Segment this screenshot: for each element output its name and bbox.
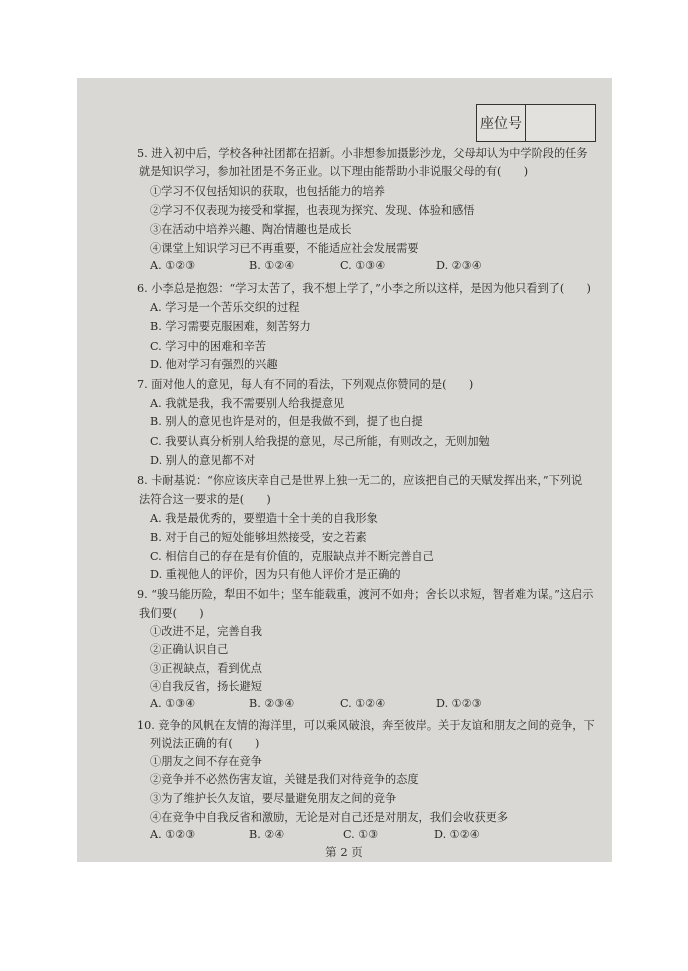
answer-statement: ④在竞争中自我反省和激励，无论是对自己还是对朋友，我们会收获更多 — [150, 811, 509, 824]
seat-number-label: 座位号 — [477, 105, 526, 141]
option-choice[interactable]: D. ②③④ — [436, 259, 482, 272]
answer-statement: ③为了维护长久友谊，要尽量避免朋友之间的竞争 — [150, 792, 397, 805]
option-choice[interactable]: B. ②④ — [249, 828, 285, 841]
option-choice[interactable]: C. ①③④ — [340, 259, 386, 272]
answer-statement: ②正确认识自己 — [150, 643, 229, 656]
seat-number-value[interactable] — [526, 105, 595, 141]
question-stem-line: 5. 进入初中后，学校各种社团都在招新。小非想参加摄影沙龙，父母却认为中学阶段的任务 — [137, 147, 588, 160]
option-choice[interactable]: B. ①②④ — [249, 259, 295, 272]
option-choice[interactable]: A. ①②③ — [150, 828, 196, 841]
page-number: 第 2 页 — [325, 845, 363, 859]
answer-statement: A. 学习是一个苦乐交织的过程 — [150, 301, 300, 314]
option-choice[interactable]: B. ②③④ — [249, 697, 295, 710]
answer-statement: B. 学习需要克服困难，刻苦努力 — [150, 320, 311, 333]
question-stem-line: 就是知识学习，参加社团是不务正业。以下理由能帮助小非说服父母的有( ) — [139, 165, 529, 178]
question-stem-line: 6. 小李总是抱怨：“学习太苦了，我不想上学了，”小李之所以这样，是因为他只看到了( ) — [137, 282, 591, 295]
question-stem-line: 列说法正确的有( ) — [150, 737, 260, 750]
question-stem-line: 我们要( ) — [139, 607, 204, 620]
answer-statement: ③在活动中培养兴趣、陶冶情趣也是成长 — [150, 223, 352, 236]
answer-statement: C. 相信自己的存在是有价值的，克服缺点并不断完善自己 — [150, 550, 434, 563]
answer-statement: A. 我就是我，我不需要别人给我提意见 — [150, 397, 345, 410]
option-choice[interactable]: D. ①②④ — [434, 828, 480, 841]
answer-statement: C. 学习中的困难和辛苦 — [150, 340, 266, 353]
answer-statement: ②竞争并不必然伤害友谊，关键是我们对待竞争的态度 — [150, 773, 419, 786]
question-stem-line: 法符合这一要求的是( ) — [139, 493, 271, 506]
option-choice[interactable]: A. ①③④ — [150, 697, 196, 710]
option-choice[interactable]: A. ①②③ — [150, 259, 196, 272]
answer-statement: C. 我要认真分析别人给我提的意见，尽己所能，有则改之，无则加勉 — [150, 435, 490, 448]
question-stem-line: 9. “骏马能历险，犁田不如牛；坚车能载重，渡河不如舟；舍长以求短，智者难为谋。”这启示 — [137, 588, 594, 601]
answer-statement: ④课堂上知识学习已不再重要，不能适应社会发展需要 — [150, 242, 419, 255]
answer-statement: D. 别人的意见都不对 — [150, 454, 256, 467]
answer-statement: D. 他对学习有强烈的兴趣 — [150, 358, 278, 371]
answer-statement: ④自我反省，扬长避短 — [150, 680, 262, 693]
seat-number-box — [476, 104, 596, 142]
answer-statement: D. 重视他人的评价，因为只有他人评价才是正确的 — [150, 568, 401, 581]
answer-statement: ②学习不仅表现为接受和掌握，也表现为探究、发现、体验和感悟 — [150, 204, 475, 217]
answer-statement: ①学习不仅包括知识的获取，也包括能力的培养 — [150, 185, 385, 198]
answer-statement: A. 我是最优秀的，要塑造十全十美的自我形象 — [150, 512, 378, 525]
answer-statement: ③正视缺点，看到优点 — [150, 662, 262, 675]
option-choice[interactable]: D. ①②③ — [436, 697, 482, 710]
option-choice[interactable]: C. ①②④ — [340, 697, 386, 710]
answer-statement: ①朋友之间不存在竞争 — [150, 755, 262, 768]
option-choice[interactable]: C. ①③ — [343, 828, 379, 841]
answer-statement: B. 对于自己的短处能够坦然接受，安之若素 — [150, 531, 367, 544]
question-stem-line: 7. 面对他人的意见，每人有不同的看法，下列观点你赞同的是( ) — [137, 378, 474, 391]
answer-statement: ①改进不足，完善自我 — [150, 625, 262, 638]
answer-statement: B. 别人的意见也许是对的，但是我做不到，提了也白提 — [150, 415, 423, 428]
question-stem-line: 8. 卡耐基说：“你应该庆幸自己是世界上独一无二的，应该把自己的天赋发挥出来，”下列说 — [137, 474, 583, 487]
question-stem-line: 10. 竞争的风帆在友情的海洋里，可以乘风破浪，奔至彼岸。关于友谊和朋友之间的竞争，下 — [137, 719, 595, 732]
